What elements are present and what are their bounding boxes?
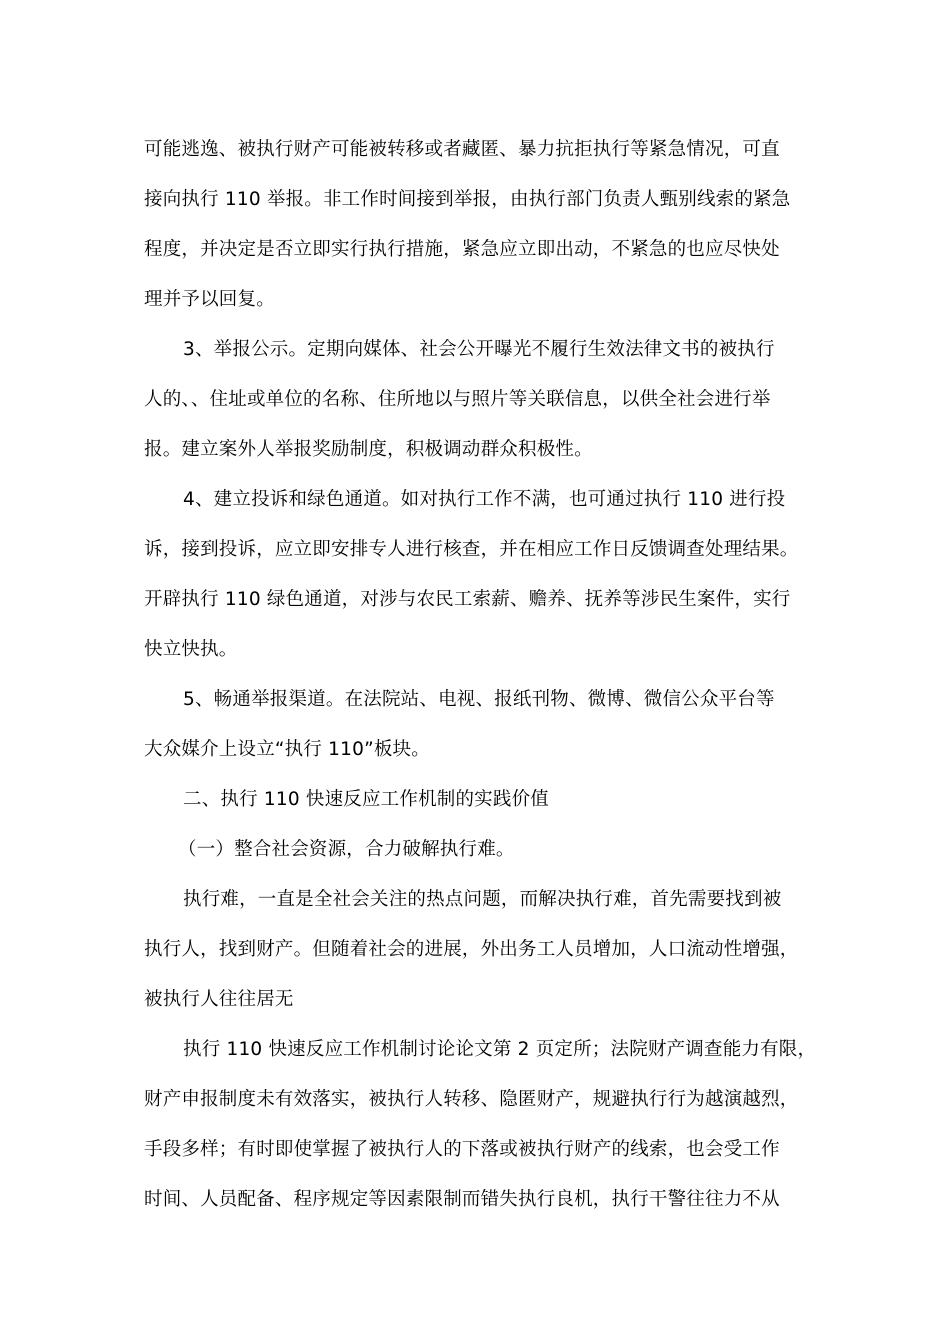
text-line: 开辟执行 110 绿色通道，对涉与农民工索薪、赡养、抚养等涉民生案件，实行 [144,589,791,610]
text-line: 被执行人往往居无 [144,989,294,1010]
text-line: 时间、人员配备、程序规定等因素限制而错失执行良机，执行干警往往力不从 [144,1189,780,1210]
text-line: 3、举报公示。定期向媒体、社会公开曝光不履行生效法律文书的被执行 [183,339,775,360]
text-line: 手段多样；有时即使掌握了被执行人的下落或被执行财产的线索，也会受工作 [144,1139,780,1160]
text-line: 5、畅通举报渠道。在法院站、电视、报纸刊物、微博、微信公众平台等 [183,689,775,710]
text-line: 接向执行 110 举报。非工作时间接到举报，由执行部门负责人甄别线索的紧急 [144,189,791,210]
section-heading: 二、执行 110 快速反应工作机制的实践价值 [183,789,549,810]
subsection-heading: （一）整合社会资源，合力破解执行难。 [178,839,515,860]
text-line: 财产申报制度未有效落实，被执行人转移、隐匿财产，规避执行行为越演越烈， [144,1089,799,1110]
text-line: 理并予以回复。 [144,289,275,310]
text-line: 人的、、住址或单位的名称、住所地以与照片等关联信息，以供全社会进行举 [144,389,771,410]
text-line: 大众媒介上设立“执行 110”板块。 [144,739,430,760]
text-line: 执行 110 快速反应工作机制讨论论文第 2 页定所；法院财产调查能力有限， [183,1039,817,1060]
text-line: 快立快执。 [144,639,238,660]
text-line: 可能逃逸、被执行财产可能被转移或者藏匿、暴力抗拒执行等紧急情况，可直 [144,139,780,160]
text-line: 执行难，一直是全社会关注的热点问题，而解决执行难，首先需要找到被 [183,889,782,910]
text-line: 执行人，找到财产。但随着社会的进展，外出务工人员增加，人口流动性增强， [144,939,799,960]
text-line: 4、建立投诉和绿色通道。如对执行工作不满，也可通过执行 110 进行投 [183,489,786,510]
text-line: 报。建立案外人举报奖励制度，积极调动群众积极性。 [144,439,593,460]
text-line: 程度，并决定是否立即实行执行措施，紧急应立即出动，不紧急的也应尽快处 [144,239,780,260]
text-line: 诉，接到投诉，应立即安排专人进行核查，并在相应工作日反馈调查处理结果。 [144,539,799,560]
